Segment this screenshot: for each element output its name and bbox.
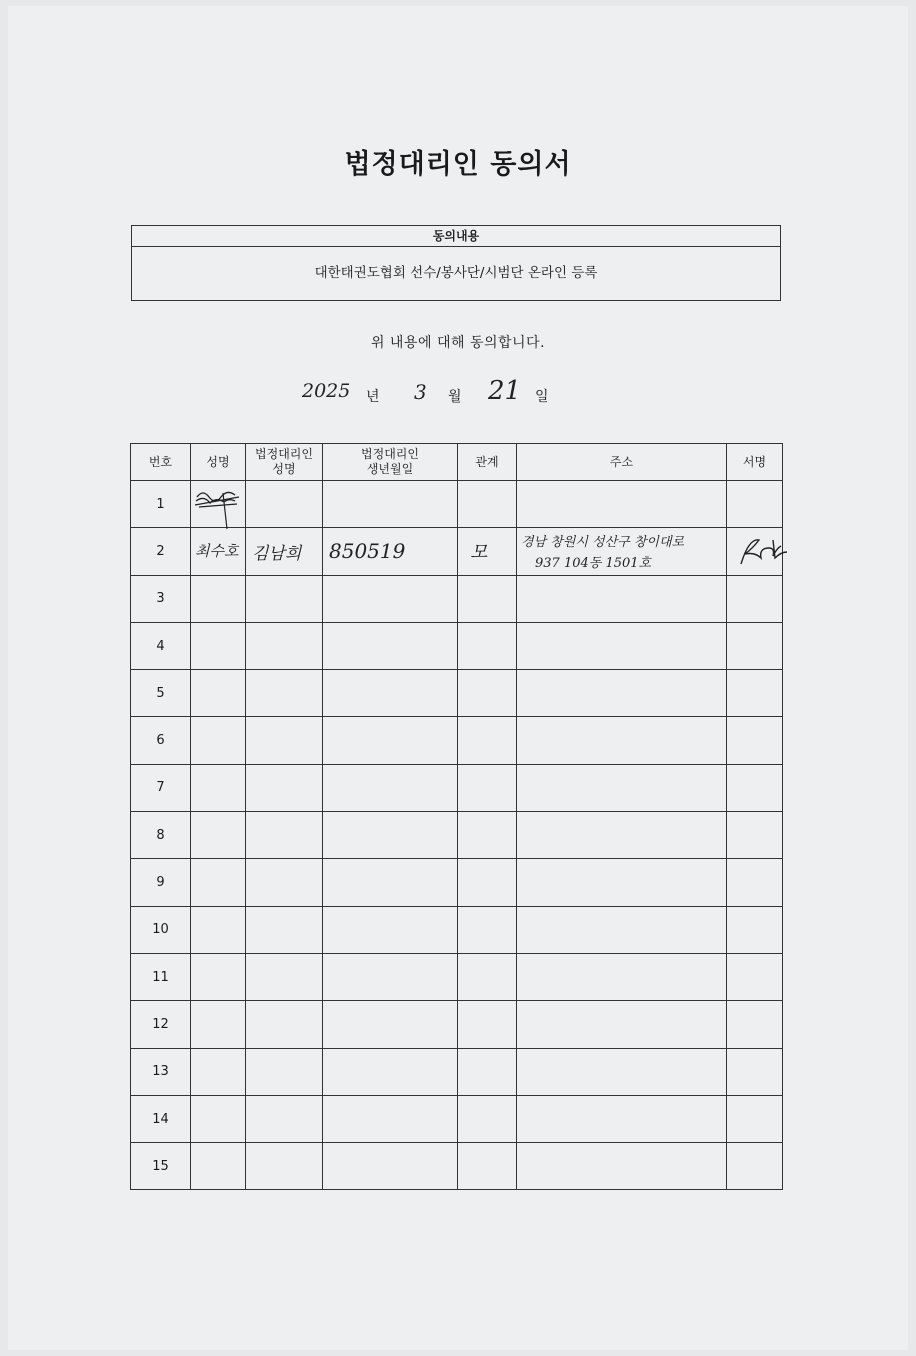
row-number: 2 xyxy=(131,528,191,575)
row-number: 9 xyxy=(131,859,191,906)
date-line xyxy=(0,372,916,412)
date-year-handwritten: 2025 xyxy=(302,380,351,402)
row-address-line1-handwritten: 경남 창원시 성산구 창이대로 xyxy=(521,535,685,551)
table-row xyxy=(131,1143,783,1190)
table-header-row xyxy=(131,444,783,481)
row-name xyxy=(191,859,246,906)
row-signature xyxy=(727,953,783,1000)
row-name xyxy=(191,670,246,717)
row-signature xyxy=(727,812,783,859)
row-guardian-birth xyxy=(323,622,458,669)
row-guardian-name xyxy=(246,1048,323,1095)
row-address xyxy=(517,528,727,575)
row-relation xyxy=(458,575,517,622)
table-row xyxy=(131,717,783,764)
row-address xyxy=(517,859,727,906)
row-number: 10 xyxy=(131,906,191,953)
row-relation xyxy=(458,859,517,906)
row-signature xyxy=(727,906,783,953)
row-number: 1 xyxy=(131,481,191,528)
row-relation xyxy=(458,1001,517,1048)
row-address xyxy=(517,906,727,953)
row-guardian-name xyxy=(246,1001,323,1048)
row-name xyxy=(191,953,246,1000)
row-guardian-birth xyxy=(323,1001,458,1048)
date-month-handwritten: 3 xyxy=(414,380,427,404)
row-name xyxy=(191,622,246,669)
header-guardian-name xyxy=(246,444,323,481)
row-guardian-birth xyxy=(323,1048,458,1095)
row-guardian-birth xyxy=(323,670,458,717)
row-guardian-birth xyxy=(323,528,458,575)
row-number: 14 xyxy=(131,1095,191,1142)
row-address xyxy=(517,953,727,1000)
row-name-handwritten: 최수호 xyxy=(195,542,239,561)
row-name xyxy=(191,1143,246,1190)
crossed-out-scribble-icon xyxy=(193,485,243,529)
row-guardian-birth xyxy=(323,953,458,1000)
row-guardian-birth xyxy=(323,859,458,906)
row-name-crossed xyxy=(191,481,246,528)
row-signature xyxy=(727,764,783,811)
table-row xyxy=(131,670,783,717)
date-month-label: 월 xyxy=(448,389,462,405)
row-guardian-name xyxy=(246,953,323,1000)
row-relation xyxy=(458,1143,517,1190)
consent-content: 대한태권도협회 선수/봉사단/시범단 온라인 등록 xyxy=(314,265,598,281)
agreement-text: 위 내용에 대해 동의합니다. xyxy=(370,335,546,351)
table-row xyxy=(131,859,783,906)
row-number: 4 xyxy=(131,622,191,669)
row-guardian-birth xyxy=(323,1095,458,1142)
row-address xyxy=(517,1143,727,1190)
row-name xyxy=(191,764,246,811)
row-number: 6 xyxy=(131,717,191,764)
header-signature: 서명 xyxy=(727,444,783,481)
row-guardian-name xyxy=(246,1143,323,1190)
row-signature xyxy=(727,1001,783,1048)
table-row xyxy=(131,764,783,811)
row-signature xyxy=(727,717,783,764)
row-relation xyxy=(458,1095,517,1142)
row-guardian-name-handwritten: 김남희 xyxy=(252,544,302,565)
header-address: 주소 xyxy=(517,444,727,481)
row-guardian-name xyxy=(246,622,323,669)
date-day-handwritten: 21 xyxy=(488,376,522,406)
row-signature xyxy=(727,1048,783,1095)
row-relation xyxy=(458,812,517,859)
row-address-line2-handwritten: 937 104동 1501호 xyxy=(535,556,652,572)
table-row xyxy=(131,812,783,859)
row-address xyxy=(517,575,727,622)
consent-header: 동의내용 xyxy=(132,226,780,247)
row-signature xyxy=(727,859,783,906)
row-signature xyxy=(727,481,783,528)
table-row xyxy=(131,481,783,528)
header-guardian-name-line2: 성명 xyxy=(272,462,296,476)
row-relation xyxy=(458,622,517,669)
row-guardian-name xyxy=(246,481,323,528)
row-number: 7 xyxy=(131,764,191,811)
row-signature xyxy=(727,575,783,622)
table-row xyxy=(131,575,783,622)
row-relation xyxy=(458,717,517,764)
header-relation: 관계 xyxy=(458,444,517,481)
row-guardian-birth xyxy=(323,1143,458,1190)
row-signature xyxy=(727,1143,783,1190)
row-name xyxy=(191,812,246,859)
header-guardian-birth xyxy=(323,444,458,481)
header-guardian-birth-line2: 생년월일 xyxy=(366,462,414,476)
row-guardian-name xyxy=(246,906,323,953)
row-guardian-name xyxy=(246,717,323,764)
header-name: 성명 xyxy=(191,444,246,481)
row-relation xyxy=(458,764,517,811)
header-guardian-name-line1: 법정대리인 xyxy=(255,447,313,461)
row-guardian-name xyxy=(246,528,323,575)
row-signature xyxy=(727,528,783,575)
row-guardian-birth xyxy=(323,764,458,811)
row-signature xyxy=(727,670,783,717)
row-guardian-birth-handwritten: 850519 xyxy=(329,539,406,564)
row-number: 5 xyxy=(131,670,191,717)
row-guardian-name xyxy=(246,764,323,811)
guardian-table xyxy=(130,443,783,1190)
row-guardian-birth xyxy=(323,575,458,622)
document-title: 법정대리인 동의서 xyxy=(344,149,572,180)
row-signature xyxy=(727,622,783,669)
date-day-label: 일 xyxy=(535,389,549,405)
row-guardian-name xyxy=(246,859,323,906)
row-number: 11 xyxy=(131,953,191,1000)
row-relation xyxy=(458,528,517,575)
table-row xyxy=(131,953,783,1000)
table-row xyxy=(131,528,783,575)
table-row xyxy=(131,1048,783,1095)
row-name xyxy=(191,1001,246,1048)
row-number: 3 xyxy=(131,575,191,622)
row-name xyxy=(191,1095,246,1142)
table-row xyxy=(131,622,783,669)
row-address xyxy=(517,764,727,811)
row-relation xyxy=(458,481,517,528)
row-address xyxy=(517,717,727,764)
table-row xyxy=(131,906,783,953)
row-number: 13 xyxy=(131,1048,191,1095)
row-guardian-name xyxy=(246,1095,323,1142)
row-guardian-name xyxy=(246,575,323,622)
row-address xyxy=(517,1048,727,1095)
row-relation xyxy=(458,1048,517,1095)
row-number: 12 xyxy=(131,1001,191,1048)
row-name xyxy=(191,575,246,622)
date-year-label: 년 xyxy=(366,389,380,405)
row-address xyxy=(517,481,727,528)
row-name xyxy=(191,906,246,953)
row-relation xyxy=(458,953,517,1000)
row-address xyxy=(517,670,727,717)
header-guardian-birth-line1: 법정대리인 xyxy=(361,447,419,461)
row-name xyxy=(191,717,246,764)
row-guardian-birth xyxy=(323,906,458,953)
row-guardian-birth xyxy=(323,812,458,859)
row-address xyxy=(517,622,727,669)
table-row xyxy=(131,1095,783,1142)
row-relation xyxy=(458,670,517,717)
row-name xyxy=(191,1048,246,1095)
row-guardian-name xyxy=(246,670,323,717)
consent-box xyxy=(131,225,781,301)
row-address xyxy=(517,1095,727,1142)
row-number: 8 xyxy=(131,812,191,859)
row-relation xyxy=(458,906,517,953)
header-number: 번호 xyxy=(131,444,191,481)
row-relation-handwritten: 모 xyxy=(470,542,488,564)
row-address xyxy=(517,1001,727,1048)
table-row xyxy=(131,1001,783,1048)
handwritten-signature-icon xyxy=(735,530,793,574)
row-number: 15 xyxy=(131,1143,191,1190)
row-guardian-birth xyxy=(323,481,458,528)
row-guardian-name xyxy=(246,812,323,859)
row-signature xyxy=(727,1095,783,1142)
row-guardian-birth xyxy=(323,717,458,764)
row-name xyxy=(191,528,246,575)
row-address xyxy=(517,812,727,859)
